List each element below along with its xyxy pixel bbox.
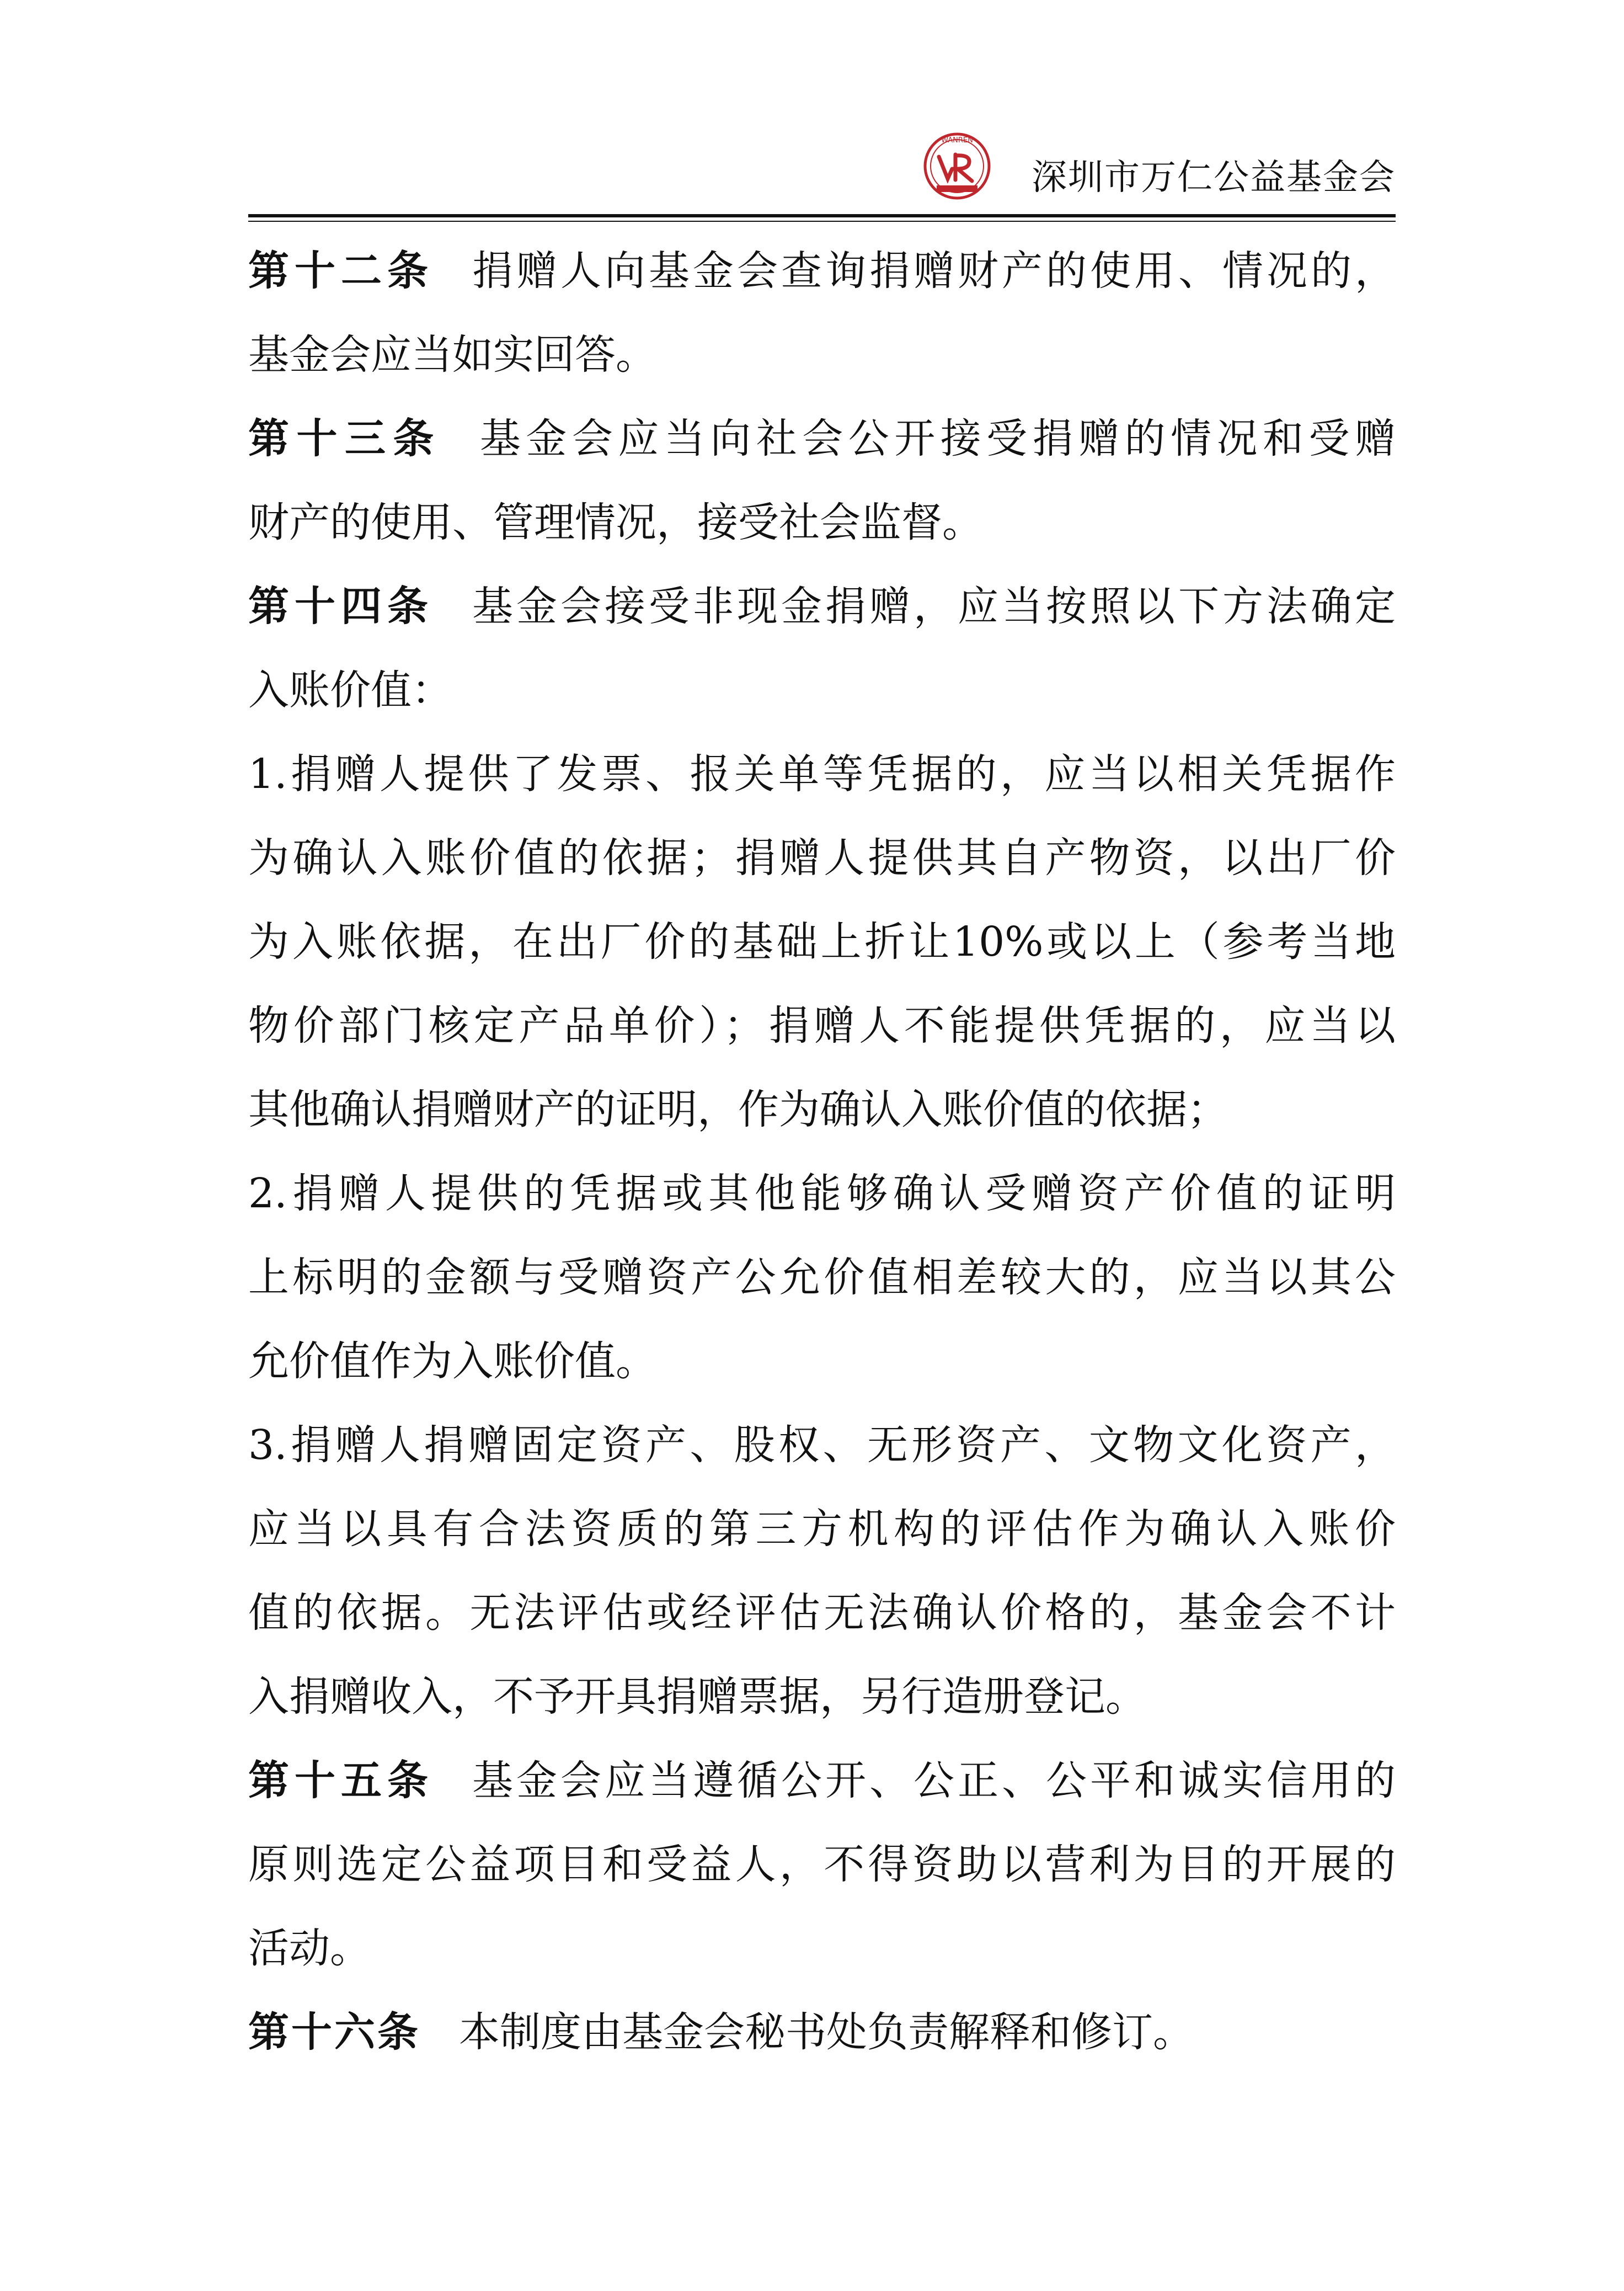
article-label: 第十六条 — [248, 2008, 420, 2056]
article-13-line-2: 财产的使用、管理情况，接受社会监督。 — [248, 499, 983, 546]
item-3-line-3: 值的依据。无法评估或经评估无法确认价格的，基金会不计 — [248, 1589, 1396, 1637]
article-text: 捐赠人向基金会查询捐赠财产的使用、情况的， — [472, 247, 1396, 295]
article-14-line-2: 入账价值： — [248, 667, 452, 714]
header-rule-thin — [248, 221, 1396, 222]
article-12-line-2: 基金会应当如实回答。 — [248, 331, 656, 379]
article-16-line-1 — [248, 1990, 1396, 2074]
item-1-line-2: 为确认入账价值的依据；捐赠人提供其自产物资，以出厂价 — [248, 834, 1396, 882]
organization-name: 深圳市万仁公益基金会 — [1032, 157, 1396, 198]
article-label: 第十二条 — [248, 247, 434, 295]
header-rule-thick — [248, 214, 1396, 217]
item-2-line-3: 允价值作为入账价值。 — [248, 1338, 656, 1385]
item-3-line-2: 应当以具有合法资质的第三方机构的评估作为确认入账价 — [248, 1505, 1396, 1553]
page-header — [248, 127, 1396, 215]
article-text: 基金会接受非现金捐赠，应当按照以下方法确定 — [472, 583, 1396, 630]
article-15-line-1 — [248, 1739, 1396, 1823]
logo-text: WANREN — [941, 136, 973, 145]
article-label: 第十四条 — [248, 583, 434, 630]
item-1-line-1: 1.捐赠人提供了发票、报关单等凭据的，应当以相关凭据作 — [248, 750, 1396, 798]
item-3-line-1: 3.捐赠人捐赠固定资产、股权、无形资产、文物文化资产， — [248, 1421, 1396, 1469]
article-12-line-1 — [248, 229, 1396, 313]
vr-foundation-logo-icon — [921, 130, 993, 202]
item-2-line-1: 2.捐赠人提供的凭据或其他能够确认受赠资产价值的证明 — [248, 1170, 1396, 1217]
item-1-line-3: 为入账依据，在出厂价的基础上折让10%或以上（参考当地 — [248, 918, 1396, 966]
item-1-line-5: 其他确认捐赠财产的证明，作为确认入账价值的依据； — [248, 1086, 1228, 1133]
article-14-line-1 — [248, 564, 1396, 648]
article-15-line-2: 原则选定公益项目和受益人，不得资助以营利为目的开展的 — [248, 1841, 1396, 1888]
article-text: 本制度由基金会秘书处负责解释和修订。 — [459, 2008, 1194, 2056]
article-label: 第十五条 — [248, 1757, 434, 1804]
item-3-line-4: 入捐赠收入，不予开具捐赠票据，另行造册登记。 — [248, 1673, 1146, 1720]
item-2-line-2: 上标明的金额与受赠资产公允价值相差较大的，应当以其公 — [248, 1254, 1396, 1301]
article-15-line-3: 活动。 — [248, 1925, 371, 1972]
article-label: 第十三条 — [248, 415, 441, 462]
item-1-line-4: 物价部门核定产品单价）；捐赠人不能提供凭据的，应当以 — [248, 1002, 1396, 1049]
article-text: 基金会应当向社会公开接受捐赠的情况和受赠 — [479, 415, 1396, 462]
document-body — [248, 229, 1396, 2074]
article-13-line-1 — [248, 397, 1396, 481]
article-text: 基金会应当遵循公开、公正、公平和诚实信用的 — [472, 1757, 1396, 1804]
